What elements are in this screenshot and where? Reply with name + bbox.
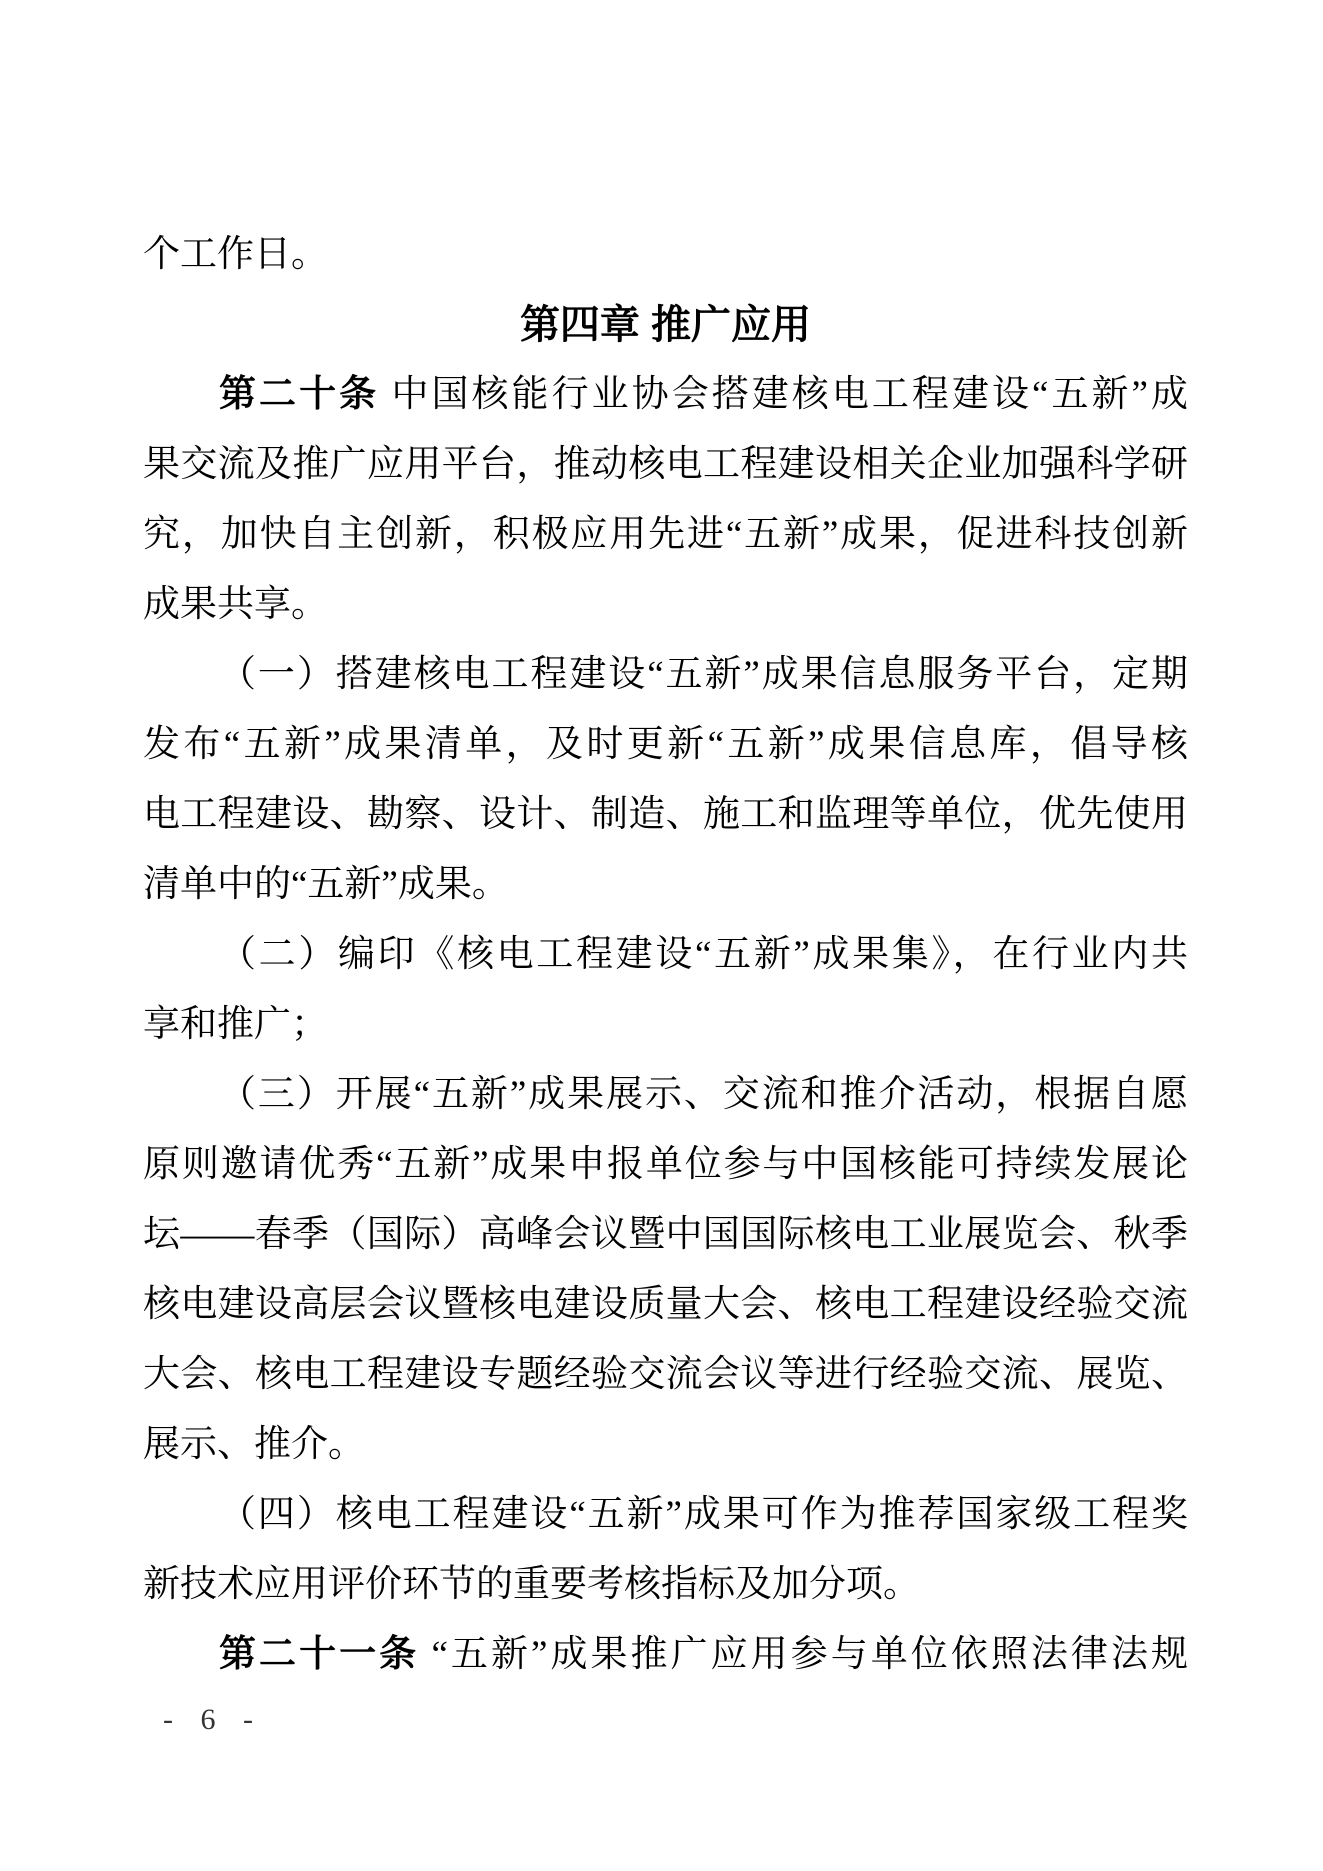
text-segment: 个工作日。 [143,234,328,275]
text-line [143,850,1188,920]
text-line [143,1060,1188,1130]
bold-text-segment: 第二十一条 [219,1634,420,1675]
text-line [143,1550,1188,1620]
text-line [143,640,1188,710]
text-segment: 中国核能行业协会搭建核电工程建设“五新”成 [379,374,1189,415]
text-line [143,430,1188,500]
document-body [143,220,1188,1690]
text-line [143,990,1188,1060]
bold-text-segment: 第二十条 [219,374,380,415]
text-segment: （二）编印《核电工程建设“五新”成果集》，在行业内共 [219,934,1188,975]
text-line [143,1410,1188,1480]
text-line [143,570,1188,640]
text-line [143,920,1188,990]
text-line [143,1270,1188,1340]
text-segment: 究，加快自主创新，积极应用先进“五新”成果，促进科技创新 [143,514,1188,555]
text-segment: 清单中的“五新”成果。 [143,864,509,905]
text-line [143,710,1188,780]
text-line [143,500,1188,570]
text-segment: 享和推广； [143,1004,328,1045]
text-segment: 坛——春季（国际）高峰会议暨中国国际核电工业展览会、秋季 [143,1214,1188,1255]
bold-text-segment: 第四章 推广应用 [519,303,812,347]
text-line [143,1130,1188,1200]
text-line [143,1200,1188,1270]
text-segment: “五新”成果推广应用参与单位依照法律法规 [419,1634,1189,1675]
text-segment: 电工程建设、勘察、设计、制造、施工和监理等单位，优先使用 [143,794,1188,835]
text-line [143,360,1188,430]
text-segment: （一）搭建核电工程建设“五新”成果信息服务平台，定期 [219,654,1188,695]
text-segment: 展示、推介。 [143,1424,365,1465]
text-segment: 原则邀请优秀“五新”成果申报单位参与中国核能可持续发展论 [143,1144,1188,1185]
text-line [143,1620,1188,1690]
text-segment: 发布“五新”成果清单，及时更新“五新”成果信息库，倡导核 [143,724,1188,765]
text-segment: 新技术应用评价环节的重要考核指标及加分项。 [143,1564,920,1605]
text-segment: 成果共享。 [143,584,328,625]
text-line [143,780,1188,850]
text-line [143,1480,1188,1550]
text-segment: 核电建设高层会议暨核电建设质量大会、核电工程建设经验交流 [143,1284,1188,1325]
text-segment: （四）核电工程建设“五新”成果可作为推荐国家级工程奖 [219,1494,1188,1535]
text-segment: （三）开展“五新”成果展示、交流和推介活动，根据自愿 [219,1074,1188,1115]
text-segment: 大会、核电工程建设专题经验交流会议等进行经验交流、展览、 [143,1354,1188,1395]
page-number: - 6 - [163,1703,263,1736]
chapter-heading [143,290,1188,360]
text-segment: 果交流及推广应用平台，推动核电工程建设相关企业加强科学研 [143,444,1188,485]
text-line [143,1340,1188,1410]
text-line [143,220,1188,290]
